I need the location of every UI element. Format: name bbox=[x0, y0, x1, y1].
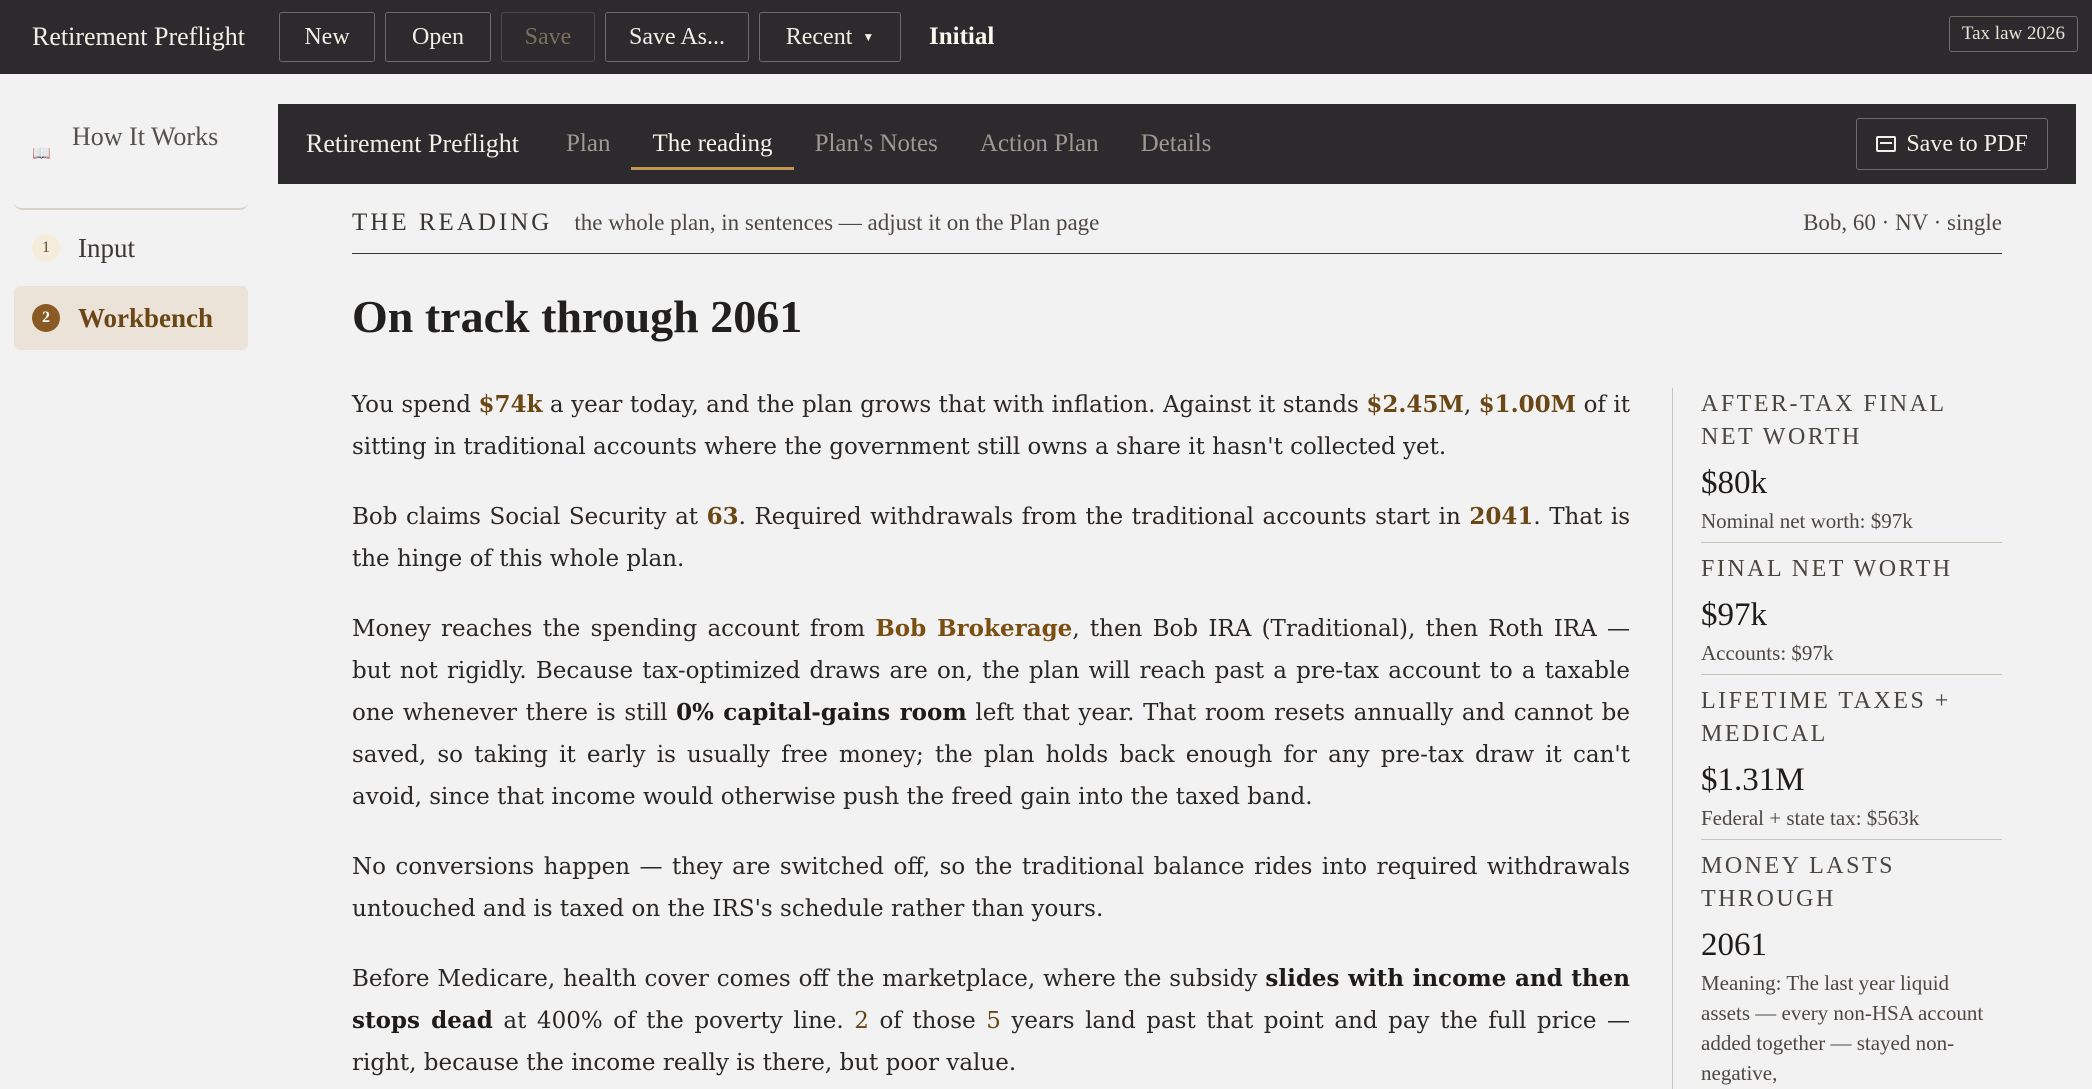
rmd-start-year: 2041 bbox=[1469, 503, 1534, 530]
paragraph-withdrawal-order bbox=[352, 608, 1630, 818]
recent-label: Recent bbox=[785, 23, 853, 50]
sidebar-item-how-it-works[interactable] bbox=[14, 104, 248, 210]
printer-icon bbox=[1876, 136, 1896, 152]
years-past-cliff: 2 bbox=[854, 1008, 869, 1034]
metric-value: $80k bbox=[1701, 465, 1767, 501]
text: a year today, and the plan grows that with inflation. Against it stands bbox=[542, 392, 1367, 418]
scenario-name: Initial bbox=[929, 23, 995, 50]
text: Money reaches the spending account from bbox=[352, 616, 876, 642]
tab-plan[interactable]: Plan bbox=[566, 130, 611, 157]
section-subtitle: the whole plan, in sentences — adjust it on the Plan page bbox=[574, 209, 1100, 235]
ss-claim-age: 63 bbox=[706, 503, 739, 530]
text: , then Bob IRA (Traditional), then Roth IRA — but not rigidly. Because tax-optimized draws are on, the plan will reach past a pre-tax account to a taxable one whenever there is still bbox=[352, 616, 1630, 726]
household-summary: Bob, 60 · NV · single bbox=[1803, 209, 2002, 235]
text: of it sitting in traditional accounts where the government still owns a share it hasn't collected yet. bbox=[352, 392, 1631, 460]
metric-value: $97k bbox=[1701, 597, 1767, 633]
metric-note: Meaning: The last year liquid assets — every non-HSA account added together — stayed non-negative, bbox=[1701, 971, 1984, 1085]
open-button[interactable]: Open bbox=[385, 12, 491, 62]
paragraph-spending bbox=[352, 384, 1630, 468]
save-to-pdf-label: Save to PDF bbox=[1906, 130, 2028, 157]
workbench-tabbar bbox=[278, 104, 2076, 184]
tab-action-plan[interactable]: Action Plan bbox=[979, 130, 1099, 157]
metric-value: $1.31M bbox=[1701, 762, 1805, 798]
text: Bob claims Social Security at bbox=[352, 504, 707, 530]
save-button[interactable]: Save bbox=[501, 12, 595, 62]
metric-label: MONEY LASTS THROUGH bbox=[1701, 853, 1895, 912]
paragraph-conversions: No conversions happen — they are switched off, so the traditional balance rides into required withdrawals untouched and is taxed on the IRS's schedule rather than yours. bbox=[352, 854, 1630, 922]
aca-years: 5 bbox=[986, 1008, 1001, 1034]
paragraph-health-cover bbox=[352, 958, 1630, 1084]
save-to-pdf-button[interactable] bbox=[1856, 118, 2048, 170]
metric-note: Nominal net worth: $97k bbox=[1701, 509, 1913, 533]
metric-label: AFTER-TAX FINAL NET WORTH bbox=[1701, 391, 1946, 450]
spend-amount: $74k bbox=[478, 391, 543, 418]
text: years land past that point and pay the full price — right, because the income really is there, but poor value. bbox=[352, 1008, 1630, 1076]
text: left that year. That room resets annually and cannot be saved, so taking it early is usually free money; the plan holds back enough for any pre-tax draw it can't avoid, since that income would otherwise push the freed gain into the taxed band. bbox=[352, 700, 1631, 810]
metric-label: LIFETIME TAXES + MEDICAL bbox=[1701, 688, 1951, 747]
save-as-button[interactable]: Save As... bbox=[605, 12, 749, 62]
subsidy-cliff: slides with income and then stops dead bbox=[352, 965, 1630, 1034]
reading-header bbox=[352, 204, 2002, 254]
text: at 400% of the poverty line. bbox=[492, 1008, 855, 1034]
metric-note: Accounts: $97k bbox=[1701, 641, 1834, 665]
top-toolbar bbox=[0, 0, 2092, 74]
sidebar-item-workbench[interactable] bbox=[14, 286, 248, 350]
recent-dropdown[interactable] bbox=[759, 12, 901, 62]
tax-law-badge[interactable]: Tax law 2026 bbox=[1949, 16, 2078, 52]
sidebar-item-label: Workbench bbox=[78, 302, 214, 333]
traditional-amount: $1.00M bbox=[1478, 391, 1577, 418]
sidebar bbox=[14, 104, 248, 350]
cap-gains-room: 0% capital-gains room bbox=[676, 699, 967, 726]
page-title: On track through 2061 bbox=[352, 291, 803, 342]
tab-details[interactable]: Details bbox=[1140, 130, 1212, 157]
sidebar-item-label: How It Works bbox=[72, 122, 219, 151]
sidebar-item-label: Input bbox=[78, 232, 135, 263]
tab-the-reading[interactable]: The reading bbox=[631, 104, 793, 184]
metric-final-net-worth bbox=[1701, 553, 2002, 675]
step-number: 1 bbox=[32, 234, 60, 262]
tabbar-brand: Retirement Preflight bbox=[306, 129, 520, 158]
reading-body bbox=[352, 384, 1630, 1089]
tab-plans-notes[interactable]: Plan's Notes bbox=[814, 130, 938, 157]
metric-label: FINAL NET WORTH bbox=[1701, 556, 1953, 582]
text: , bbox=[1463, 392, 1479, 418]
metrics-panel bbox=[1672, 388, 2002, 1089]
total-assets: $2.45M bbox=[1366, 391, 1464, 418]
sidebar-item-input[interactable] bbox=[14, 216, 248, 280]
app-brand: Retirement Preflight bbox=[32, 22, 246, 51]
text: You spend bbox=[352, 392, 479, 418]
metric-value: 2061 bbox=[1701, 927, 1767, 963]
metric-lifetime-taxes bbox=[1701, 685, 2002, 840]
text: . That is the hinge of this whole plan. bbox=[352, 504, 1630, 572]
metric-after-tax-net-worth bbox=[1701, 388, 2002, 543]
book-icon: 📖 bbox=[32, 146, 51, 162]
paragraph-social-security bbox=[352, 496, 1630, 580]
text: of those bbox=[868, 1008, 987, 1034]
step-number: 2 bbox=[32, 304, 60, 332]
text: Before Medicare, health cover comes off the marketplace, where the subsidy bbox=[352, 966, 1266, 992]
section-kicker: THE READING bbox=[352, 208, 553, 236]
chevron-down-icon: ▼ bbox=[862, 29, 875, 44]
new-button[interactable]: New bbox=[279, 12, 375, 62]
metric-note: Federal + state tax: $563k bbox=[1701, 806, 1920, 830]
metric-money-lasts bbox=[1701, 850, 2002, 1089]
account-link[interactable]: Bob Brokerage bbox=[875, 615, 1073, 642]
text: . Required withdrawals from the traditional accounts start in bbox=[738, 504, 1470, 530]
